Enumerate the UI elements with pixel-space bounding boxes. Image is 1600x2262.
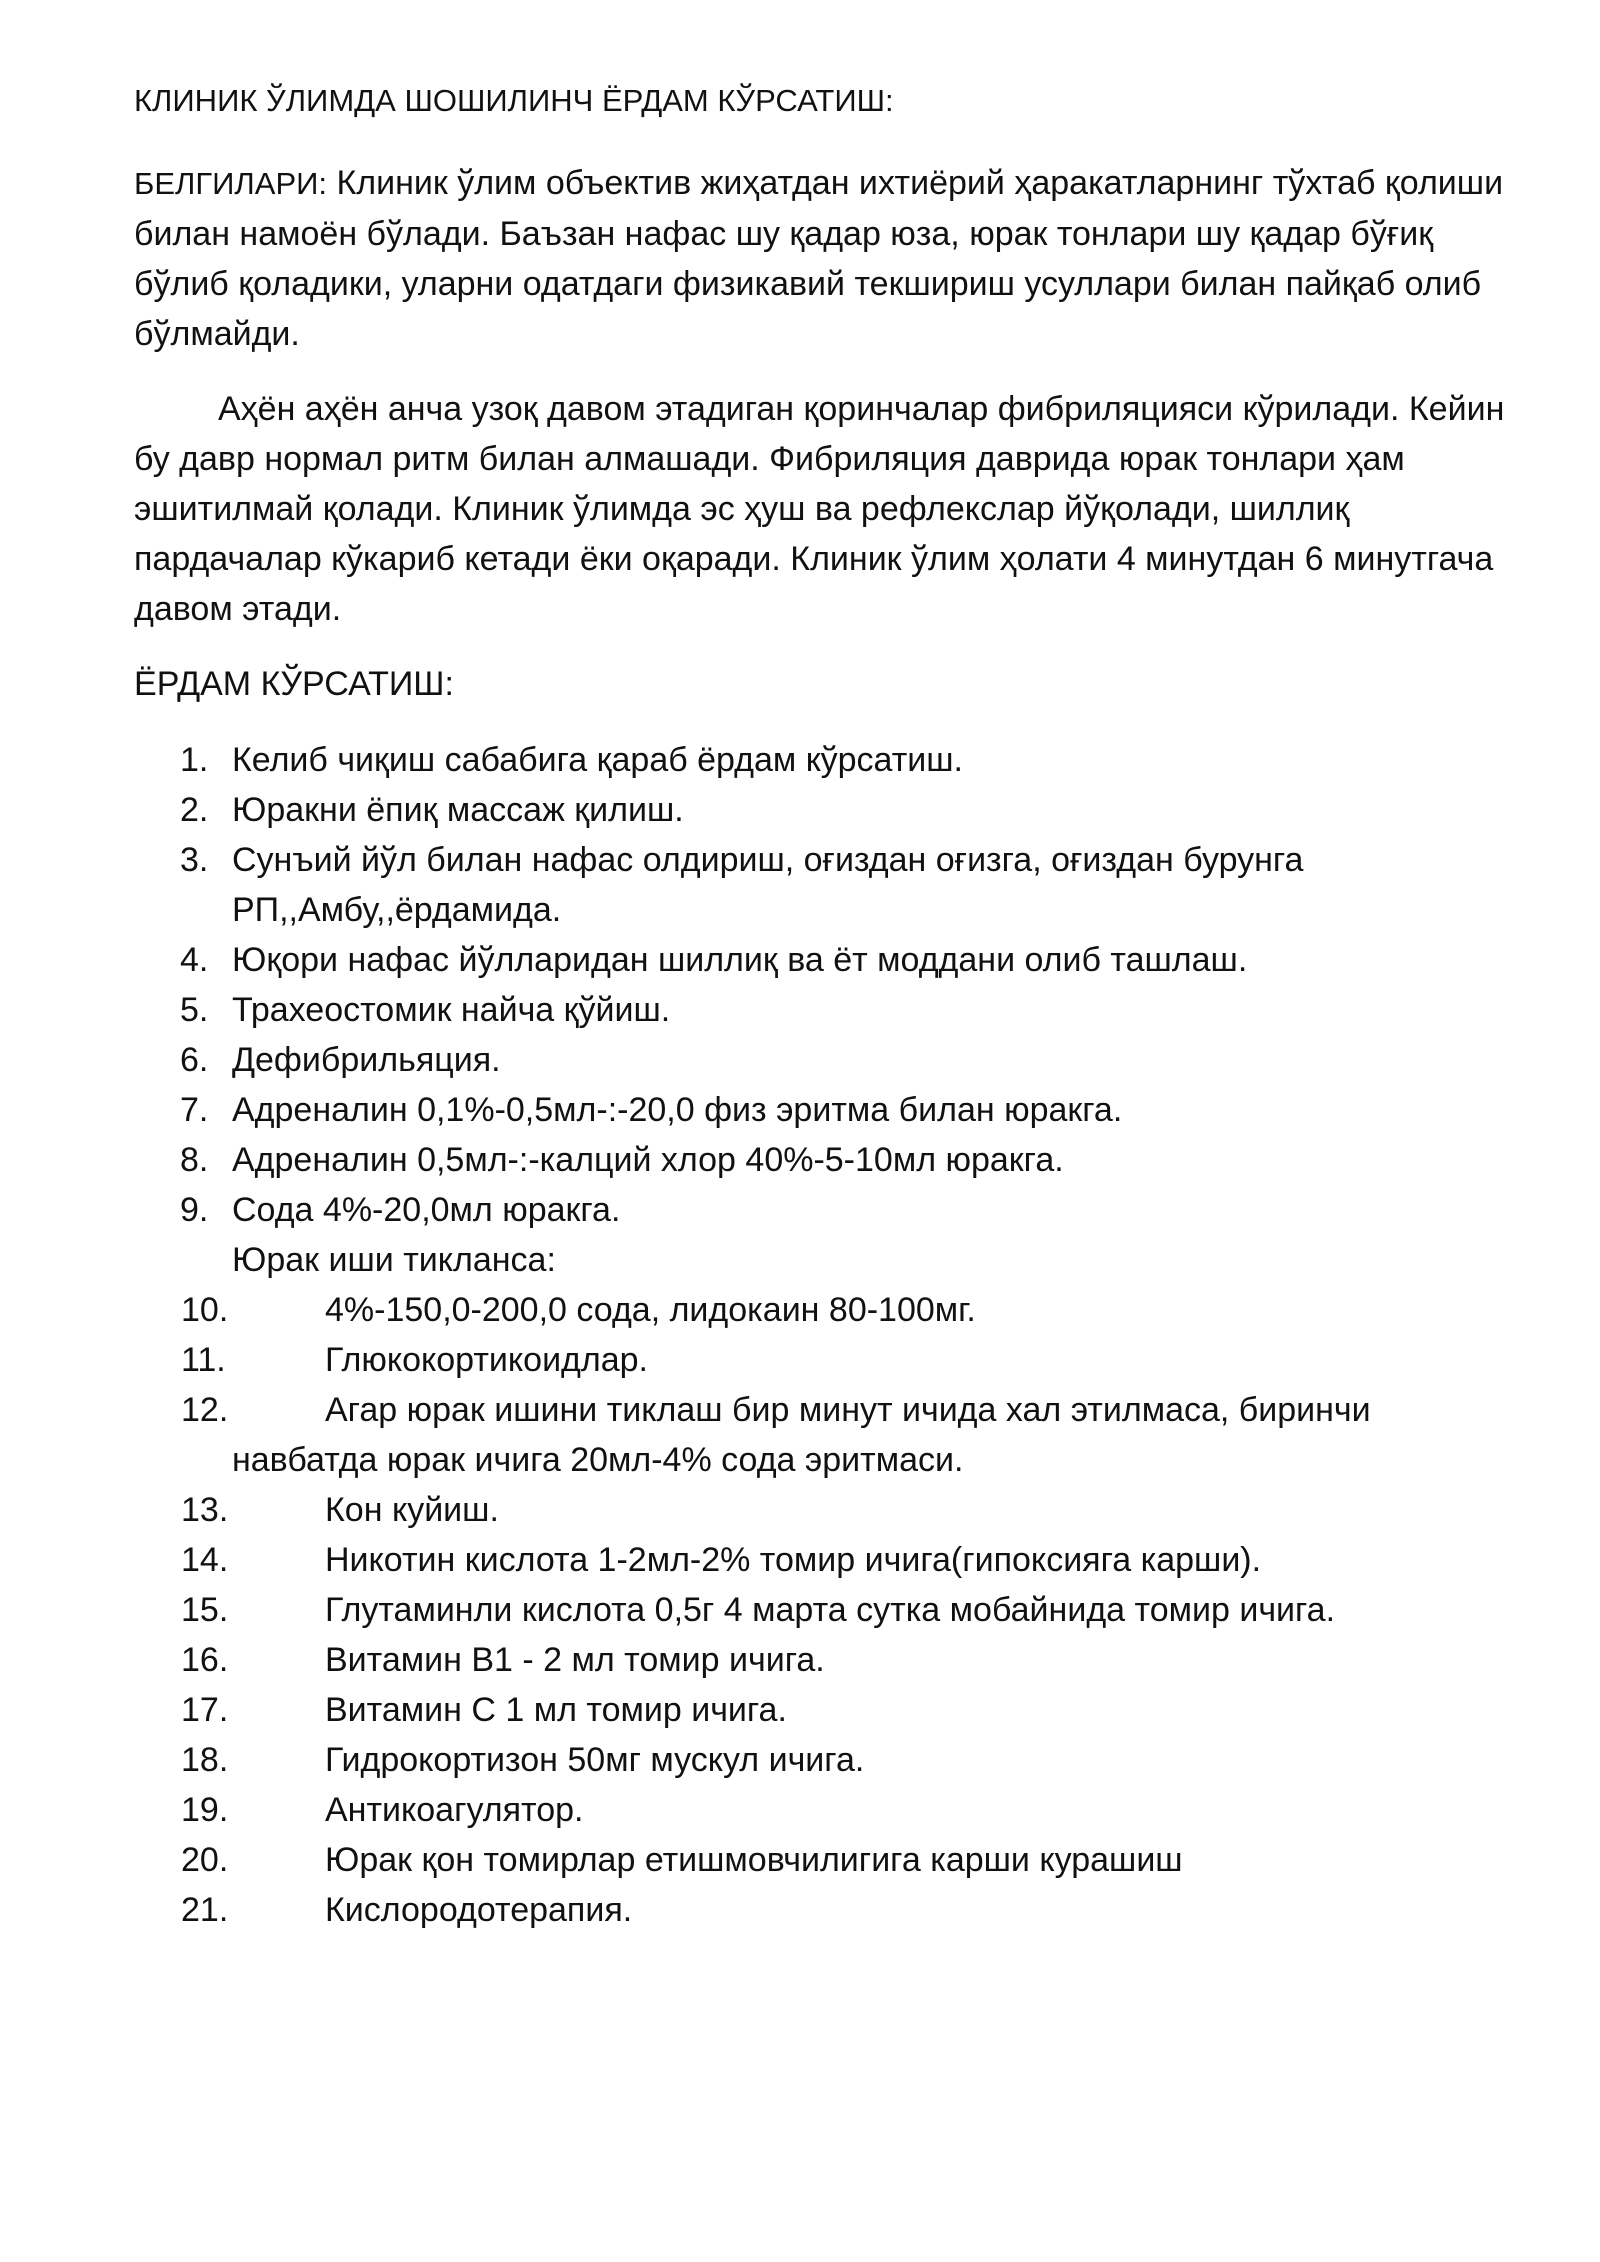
list-item-number: 12. xyxy=(181,1391,229,1429)
list-item xyxy=(0,1085,1522,1135)
list-item-text: Юрак қон томирлар етишмовчилигига карши курашиш xyxy=(325,1841,1183,1879)
list-item xyxy=(0,1485,1522,1535)
list-item xyxy=(0,935,1522,985)
list-item-number: 8. xyxy=(180,1141,209,1179)
recovery-subheading: Юрак иши тикланса: xyxy=(232,1241,556,1279)
list-item xyxy=(0,1785,1522,1835)
list-item-number: 19. xyxy=(181,1791,229,1829)
list-item-number: 5. xyxy=(180,991,209,1029)
list-item-text: 4%-150,0-200,0 сода, лидокаин 80-100мг. xyxy=(325,1291,976,1329)
list-item-number: 4. xyxy=(180,941,209,979)
list-item-text: Антикоагулятор. xyxy=(325,1791,584,1829)
list-item-text: Витамин В1 - 2 мл томир ичига. xyxy=(325,1641,825,1679)
list-item-text: Кислородотерапия. xyxy=(325,1891,633,1929)
list-item-number: 13. xyxy=(181,1491,229,1529)
list-item-text: Сода 4%-20,0мл юракга. xyxy=(232,1191,621,1229)
list-item-text: Гидрокортизон 50мг мускул ичига. xyxy=(325,1741,865,1779)
list-item-number: 3. xyxy=(180,841,209,879)
list-item xyxy=(0,1585,1522,1635)
list-item-number: 18. xyxy=(181,1741,229,1779)
list-item-number: 20. xyxy=(181,1841,229,1879)
list-item-text: Юқори нафас йўлларидан шиллиқ ва ёт моддани олиб ташлаш. xyxy=(232,941,1248,979)
list-item-text: Глутаминли кислота 0,5г 4 марта сутка мобайнида томир ичига. xyxy=(325,1591,1336,1629)
list-item xyxy=(0,1735,1522,1785)
list-item xyxy=(0,1335,1522,1385)
list-item xyxy=(0,1185,1522,1235)
list-item-number: 16. xyxy=(181,1641,229,1679)
list-item-text: Никотин кислота 1-2мл-2% томир ичига(гипоксияга карши). xyxy=(325,1541,1262,1579)
list-item xyxy=(0,985,1522,1035)
list-item xyxy=(0,1635,1522,1685)
symptoms-paragraph xyxy=(134,158,1524,359)
list-item-number: 6. xyxy=(180,1041,209,1079)
list-item-number: 1. xyxy=(180,741,209,779)
list-item xyxy=(0,1885,1522,1935)
list-item-text: Глюкокортикоидлар. xyxy=(325,1341,648,1379)
list-item-number: 9. xyxy=(180,1191,209,1229)
list-item-number: 17. xyxy=(181,1691,229,1729)
list-item xyxy=(0,1685,1522,1735)
list-item-text: Дефибрильяция. xyxy=(232,1041,501,1079)
first-aid-list xyxy=(0,735,1600,1935)
list-item-text: Келиб чиқиш сабабига қараб ёрдам кўрсатиш. xyxy=(232,741,963,779)
list-item xyxy=(0,1385,1522,1485)
list-item-text: Кон куйиш. xyxy=(325,1491,499,1529)
list-item-number: 15. xyxy=(181,1591,229,1629)
first-aid-heading: ЁРДАМ КЎРСАТИШ: xyxy=(134,665,454,703)
list-item-number: 2. xyxy=(180,791,209,829)
list-item-text: Юракни ёпиқ массаж қилиш. xyxy=(232,791,684,829)
list-item-number: 10. xyxy=(181,1291,229,1329)
list-item xyxy=(0,1135,1522,1185)
list-item xyxy=(0,835,1522,935)
document-title: КЛИНИК ЎЛИМДА ШОШИЛИНЧ ЁРДАМ КЎРСАТИШ: xyxy=(134,83,894,118)
list-item-text: Адреналин 0,1%-0,5мл-:-20,0 физ эритма билан юракга. xyxy=(232,1091,1123,1129)
list-item-number: 14. xyxy=(181,1541,229,1579)
list-item xyxy=(0,1285,1522,1335)
list-item xyxy=(0,785,1522,835)
list-item-text: Адреналин 0,5мл-:-калций хлор 40%-5-10мл юракга. xyxy=(232,1141,1064,1179)
list-item-text: Трахеостомик найча қўйиш. xyxy=(232,991,671,1029)
list-item-number: 11. xyxy=(181,1341,226,1379)
list-item-number: 7. xyxy=(180,1091,209,1129)
list-item xyxy=(0,1835,1522,1885)
list-item xyxy=(0,1535,1522,1585)
list-item-number: 21. xyxy=(181,1891,229,1929)
symptoms-text: Клиник ўлим объектив жиҳатдан ихтиёрий ҳаракатларнинг тўхтаб қолиши билан намоён бўлади. Баъзан нафас шу қадар юза, юрак тонлари шу қадар бўғиқ бўлиб қоладики, уларни одатдаги физикавий текшириш усуллари билан пайқаб олиб бўлмайди. xyxy=(134,164,1504,353)
fibrillation-paragraph: Аҳён аҳён анча узоқ давом этадиган қоринчалар фибриляцияси кўрилади. Кейин бу давр нормал ритм билан алмашади. Фибриляция даврида юрак тонлари ҳам эшитилмай қолади. Клиник ўлимда эс ҳуш ва рефлекслар йўқолади, шиллиқ пардачалар кўкариб кетади ёки оқаради. Клиник ўлим ҳолати 4 минутдан 6 минутгача давом этади. xyxy=(134,390,1505,628)
list-item-text: Витамин С 1 мл томир ичига. xyxy=(325,1691,787,1729)
list-item xyxy=(0,735,1522,785)
symptoms-lead: БЕЛГИЛАРИ: xyxy=(134,166,328,201)
list-item-text: Агар юрак ишини тиклаш бир минут ичида хал этилмаса, биринчи навбатда юрак ичига 20мл-4% сода эритмаси. xyxy=(232,1391,1371,1479)
list-item xyxy=(0,1035,1522,1085)
list-item-text: Сунъий йўл билан нафас олдириш, оғиздан оғизга, оғиздан бурунга РП,,Амбу,,ёрдамида. xyxy=(232,841,1304,929)
